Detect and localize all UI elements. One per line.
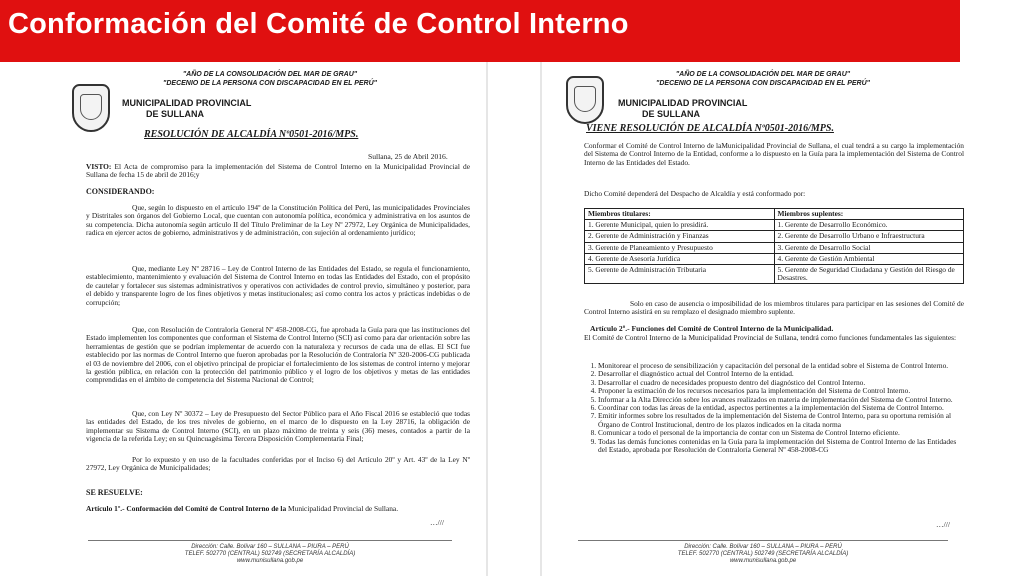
absence-paragraph: Solo en caso de ausencia o imposibilidad de los miembros titulares para participar en las sesiones del Comité de Control Interno asistirá en su remplazo el designado miembro suplente. xyxy=(584,300,964,317)
titular-5: 5. Gerente de Administración Tributaria xyxy=(585,265,775,284)
resolution-title: RESOLUCIÓN DE ALCALDÍA Nº0501-2016/MPS. xyxy=(144,129,359,140)
suplente-5: 5. Gerente de Seguridad Ciudadana y Gestión del Riesgo de Desastres. xyxy=(774,265,964,284)
footer-web: www.munisullana.gob.pe xyxy=(236,558,304,564)
page-edge xyxy=(540,62,542,576)
footer-phone: TELEF. 502770 (CENTRAL) 502749 (SECRETARÍA ALCALDÍA) xyxy=(184,551,356,557)
article-2-title: Artículo 2º.- Funciones del Comité de Control Interno de la Municipalidad. xyxy=(590,324,834,333)
titulares-header: Miembros titulares: xyxy=(585,209,775,220)
list-item: 3. Desarrollar el cuadro de necesidades propuesto dentro del diagnóstico del Control Interno. xyxy=(598,379,964,387)
paragraph-2: Que, mediante Ley Nº 28716 – Ley de Control Interno de las Entidades del Estado, se regula el funcionamiento, establecimiento, mantenimiento y evaluación del Sistema de Control Interno en todas las Entidades del Estado, con el propósito de cautelar y fortalecer sus sistemas administrativos y operativos con actividades de control previo, simultáneo y posterior, para el debido y transparente logro de los fines objetivos y metas institucionales; así como contra los actos y prácticas indebidas o de corrupción; xyxy=(86,265,470,307)
header-line-2: "DECENIO DE LA PERSONA CON DISCAPACIDAD EN EL PERÚ" xyxy=(656,80,870,87)
article-1-label: Artículo 1º.- Conformación del Comité de Control Interno de la xyxy=(86,505,287,513)
paragraph-1: Que, según lo dispuesto en el artículo 194º de la Constitución Política del Perú, las municipalidades Provinciales y Distritales son órganos del Gobierno Local, que cuentan con autonomía política, económica y administrativa en los asuntos de su competencia. Dicha autonomía según artículo II del Título Preliminar de la Ley Nº 27972, Ley Orgánica de Municipalidades, radica en ejercer actos de gobierno, administrativos y de administración, con sujeción al ordenamiento jurídico; xyxy=(86,204,470,238)
suplente-1: 1. Gerente de Desarrollo Económico. xyxy=(774,220,964,231)
titular-4: 4. Gerente de Asesoría Jurídica xyxy=(585,253,775,264)
list-item: 2. Desarrollar el diagnóstico actual del Control Interno de la entidad. xyxy=(598,370,964,378)
header-line-1: "AÑO DE LA CONSOLIDACIÓN DEL MAR DE GRAU" xyxy=(675,71,851,78)
titular-3: 3. Gerente de Planeamiento y Presupuesto xyxy=(585,242,775,253)
table-row xyxy=(585,231,964,242)
table-row xyxy=(585,242,964,253)
footer-separator xyxy=(88,540,452,541)
se-resuelve-heading: SE RESUELVE: xyxy=(86,488,143,497)
municipality-name-2: DE SULLANA xyxy=(146,109,204,119)
municipality-name-1: MUNICIPALIDAD PROVINCIAL xyxy=(618,98,748,108)
members-table xyxy=(584,208,964,284)
list-item: 9. Todas las demás funciones contenidas en la Guía para la implementación del Sistema de Control Interno de las Entidades del Estado, aprobada por Resolución de Contraloría General Nº 458-2008-CG xyxy=(598,438,964,455)
table-row xyxy=(585,253,964,264)
list-item: 5. Informar a la Alta Dirección sobre los avances realizados en materia de implementación del Sistema de Control Interno. xyxy=(598,396,964,404)
title-banner xyxy=(0,0,960,62)
list-item: 7. Emitir informes sobre los resultados de la implementación del Sistema de Control Interno, para su oportuna remisión al Órgano de Control Institucional, dentro de los plazos indicados en la citada norma xyxy=(598,412,964,429)
article-1-text: Municipalidad Provincial de Sullana. xyxy=(288,505,399,513)
suplente-3: 3. Gerente de Desarrollo Social xyxy=(774,242,964,253)
municipality-name-2: DE SULLANA xyxy=(642,109,700,119)
visto-label: VISTO: xyxy=(86,163,112,171)
suplente-4: 4. Gerente de Gestión Ambiental xyxy=(774,253,964,264)
suplentes-header: Miembros suplentes: xyxy=(774,209,964,220)
continues-mark: …/// xyxy=(936,520,950,529)
paragraph-4: Que, con Ley Nº 30372 – Ley de Presupuesto del Sector Público para el Año Fiscal 2016 se estableció que todas las entidades del Estado, de los tres niveles de gobierno, en el marco de lo dispuesto en la Ley 28716, la obligación de implementar su Sistema de Control Interno (SCI), en un plazo máximo de treinta y seis (36) meses, contados a partir de la vigencia de la referida Ley; en su Quincuagésima Tercera Disposición Complementaria Final; xyxy=(86,410,470,444)
footer-web: www.munisullana.gob.pe xyxy=(729,558,797,564)
list-item: 4. Proponer la estimación de los recursos necesarios para la implementación del Sistema de Control Interno. xyxy=(598,387,964,395)
paragraph-5: Por lo expuesto y en uso de la facultades conferidas por el Inciso 6) del Artículo 20º y Art. 43º de la Ley Nº 27972, Ley Orgánica de Municipalidades; xyxy=(86,456,470,473)
titular-2: 2. Gerente de Administración y Finanzas xyxy=(585,231,775,242)
list-item: 6. Coordinar con todas las áreas de la entidad, aspectos pertinentes a la implementación del Sistema de Control Interno. xyxy=(598,404,964,412)
list-item: 8. Comunicar a todo el personal de la importancia de contar con un Sistema de Control Interno eficiente. xyxy=(598,429,964,437)
article-2-intro: El Comité de Control Interno de la Municipalidad Provincial de Sullana, tendrá como funciones fundamentales las siguientes: xyxy=(584,334,957,342)
titular-1: 1. Gerente Municipal, quien lo presidirá. xyxy=(585,220,775,231)
header-line-2: "DECENIO DE LA PERSONA CON DISCAPACIDAD EN EL PERÚ" xyxy=(163,80,377,87)
continues-mark: …/// xyxy=(430,518,444,527)
suplente-2: 2. Gerente de Desarrollo Urbano e Infraestructura xyxy=(774,231,964,242)
footer-phone: TELEF. 502770 (CENTRAL) 502749 (SECRETARÍA ALCALDÍA) xyxy=(677,551,849,557)
page-edge xyxy=(486,62,488,576)
list-item: 1. Monitorear el proceso de sensibilización y capacitación del personal de la entidad sobre el Sistema de Control Interno. xyxy=(598,362,964,370)
article-1-body: Conformar el Comité de Control Interno de laMunicipalidad Provincial de Sullana, el cual tendrá a su cargo la implementación del Sistema de Control Interno de la Entidad, conforme a lo dispuesto en la Guía para la implementación del Sistema de Control Interno de las Entidades del Estado. xyxy=(584,142,964,167)
article-1 xyxy=(86,505,470,522)
visto-text: El Acta de compromiso para la implementación del Sistema de Control Interno en la Municipalidad Provincial de Sullana de fecha 15 de abril de 2016;y xyxy=(86,163,470,180)
municipal-seal-icon xyxy=(72,84,110,132)
slide-title: Conformación del Comité de Control Interno xyxy=(8,8,629,40)
municipal-seal-icon xyxy=(566,76,604,124)
paragraph-3: Que, con Resolución de Contraloría General Nº 458-2008-CG, fue aprobada la Guía para que las instituciones del Estado implementen los componentes que conforman el Sistema de Control Interno (SCI) así como para dar orientación sobre las herramientas de gestión que se podrían implementar de acuerdo con la naturaleza y recursos de cada una de ellas. El SCI fue establecido por las normas de Control Interno que fueron aprobadas por la Resolución de Contraloría Nº 320-2006-CG publicada el 03 de noviembre del 2006, con el objetivo principal de propiciar el fortalecimiento de los sistemas de control interno y mejorar la gestión pública, en relación con la protección del patrimonio público y el logro de los objetivos y metas de las entidades comprendidas en el ámbito de competencia del Sistema Nacional de Control; xyxy=(86,326,470,385)
resolution-page-1 xyxy=(58,62,482,576)
table-row xyxy=(585,265,964,284)
footer-separator xyxy=(578,540,948,541)
municipality-name-1: MUNICIPALIDAD PROVINCIAL xyxy=(122,98,252,108)
footer-address: Dirección: Calle. Bolívar 160 – SULLANA – PIURA – PERÚ xyxy=(684,544,842,550)
considerando-heading: CONSIDERANDO: xyxy=(86,187,155,196)
resolution-page-2 xyxy=(548,62,978,576)
table-row xyxy=(585,220,964,231)
resolution-title: VIENE RESOLUCIÓN DE ALCALDÍA Nº0501-2016/MPS. xyxy=(586,123,834,134)
header-line-1: "AÑO DE LA CONSOLIDACIÓN DEL MAR DE GRAU" xyxy=(182,71,358,78)
committee-dependency: Dicho Comité dependerá del Despacho de Alcaldía y está conformado por: xyxy=(584,190,806,198)
functions-list xyxy=(584,362,964,454)
document-date: Sullana, 25 de Abril 2016. xyxy=(368,152,448,161)
table-header-row xyxy=(585,209,964,220)
visto-paragraph xyxy=(86,163,470,181)
footer-address: Dirección: Calle. Bolívar 160 – SULLANA – PIURA – PERÚ xyxy=(191,544,349,550)
